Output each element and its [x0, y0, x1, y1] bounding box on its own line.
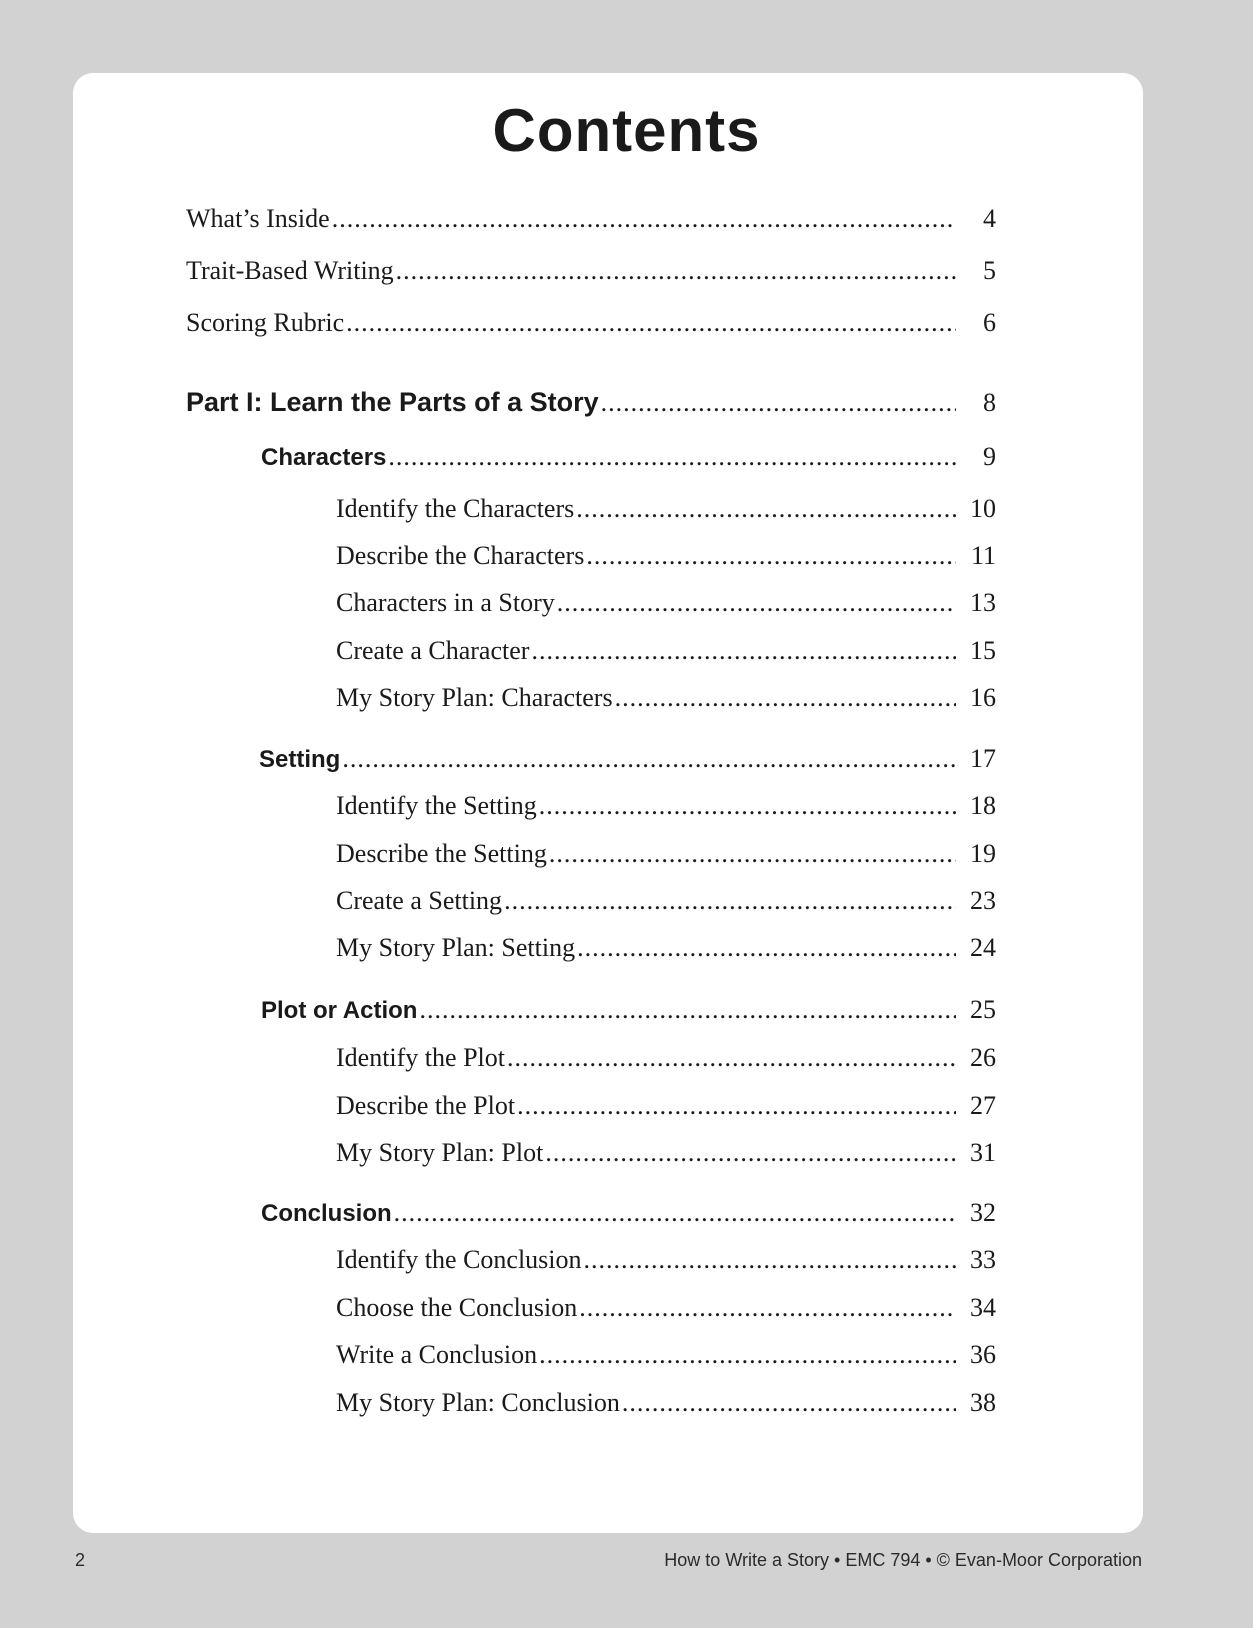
footer-credit: How to Write a Story • EMC 794 • © Evan-Moor Corporation: [664, 1550, 1142, 1570]
toc-item-label: My Story Plan: Plot: [336, 1138, 544, 1167]
toc-part-heading[interactable]: [186, 387, 996, 418]
dot-leader: [579, 1293, 956, 1323]
toc-item[interactable]: [336, 933, 996, 963]
toc-item[interactable]: [336, 1091, 996, 1121]
dot-leader: [342, 744, 956, 774]
dot-leader: [504, 886, 956, 916]
toc-entry-page: 25: [970, 995, 996, 1024]
dot-leader: [332, 204, 956, 234]
toc-item-label: Describe the Characters: [336, 541, 585, 570]
toc-section-conclusion[interactable]: [261, 1198, 996, 1228]
dot-leader: [346, 308, 956, 338]
toc-part-label: Part I: Learn the Parts of a Story: [186, 387, 599, 417]
toc-item-label: Characters in a Story: [336, 588, 555, 617]
toc-item[interactable]: [336, 839, 996, 869]
toc-item[interactable]: [336, 1293, 996, 1323]
toc-entry-page: 23: [970, 886, 996, 915]
toc-item-label: Identify the Plot: [336, 1043, 505, 1072]
toc-item-label: Choose the Conclusion: [336, 1293, 578, 1322]
toc-entry-page: 38: [970, 1388, 996, 1417]
toc-item-label: Create a Character: [336, 636, 530, 665]
dot-leader: [545, 1138, 956, 1168]
toc-item-label: Describe the Plot: [336, 1091, 516, 1120]
toc-section-characters[interactable]: [261, 442, 996, 472]
dot-leader: [586, 541, 956, 571]
toc-section-label: Characters: [261, 444, 387, 471]
toc-section-label: Setting: [259, 746, 341, 773]
toc-item[interactable]: [336, 636, 996, 666]
toc-entry-whats-inside[interactable]: [186, 204, 996, 234]
toc-section-label: Conclusion: [261, 1200, 392, 1227]
toc-item[interactable]: [336, 494, 996, 524]
toc-entry-page: 17: [970, 744, 996, 773]
dot-leader: [577, 933, 956, 963]
toc-item-label: My Story Plan: Setting: [336, 933, 576, 962]
dot-leader: [388, 442, 956, 472]
toc-entry-page: 16: [970, 683, 996, 712]
toc-entry-page: 31: [970, 1138, 996, 1167]
toc-entry-page: 9: [983, 442, 996, 471]
toc-item[interactable]: [336, 886, 996, 916]
dot-leader: [615, 683, 956, 713]
footer-page-number: 2: [75, 1550, 86, 1570]
toc-entry-scoring-rubric[interactable]: [186, 308, 996, 338]
dot-leader: [576, 494, 956, 524]
toc-item-label: My Story Plan: Characters: [336, 683, 613, 712]
toc-item[interactable]: [336, 1138, 996, 1168]
toc-item[interactable]: [336, 1245, 996, 1275]
dot-leader: [517, 1091, 956, 1121]
dot-leader: [557, 588, 956, 618]
dot-leader: [584, 1245, 956, 1275]
toc-item-label: My Story Plan: Conclusion: [336, 1388, 620, 1417]
toc-entry-page: 18: [970, 791, 996, 820]
toc-item-label: Write a Conclusion: [336, 1340, 538, 1369]
toc-entry-page: 6: [983, 308, 996, 337]
toc-entry-page: 26: [970, 1043, 996, 1072]
toc-entry-page: 10: [970, 494, 996, 523]
toc-item[interactable]: [336, 1043, 996, 1073]
toc-item[interactable]: [336, 541, 996, 571]
toc-item-label: Create a Setting: [336, 886, 503, 915]
toc-item-label: Describe the Setting: [336, 839, 547, 868]
toc-entry-page: 19: [970, 839, 996, 868]
toc-item[interactable]: [336, 1388, 996, 1418]
dot-leader: [539, 791, 956, 821]
dot-leader: [539, 1340, 956, 1370]
toc-entry-page: 27: [970, 1091, 996, 1120]
dot-leader: [394, 1198, 956, 1228]
toc-item-label: Identify the Characters: [336, 494, 575, 523]
toc-entry-label: What’s Inside: [186, 204, 330, 233]
toc-entry-page: 5: [983, 256, 996, 285]
toc-section-setting[interactable]: [259, 744, 996, 774]
toc-item-label: Identify the Setting: [336, 791, 537, 820]
toc-entry-label: Trait-Based Writing: [186, 256, 394, 285]
toc-entry-page: 32: [970, 1198, 996, 1227]
toc-entry-page: 13: [970, 588, 996, 617]
toc-item[interactable]: [336, 791, 996, 821]
toc-item[interactable]: [336, 1340, 996, 1370]
toc-entry-page: 33: [970, 1245, 996, 1274]
toc-entry-page: 34: [970, 1293, 996, 1322]
dot-leader: [396, 256, 956, 286]
toc-entry-page: 15: [970, 636, 996, 665]
toc-entry-page: 4: [983, 204, 996, 233]
dot-leader: [622, 1388, 956, 1418]
toc-entry-page: 24: [970, 933, 996, 962]
toc-entry-page: 11: [970, 541, 996, 570]
toc-item[interactable]: [336, 683, 996, 713]
dot-leader: [601, 388, 956, 418]
page-title: Contents: [492, 97, 761, 164]
dot-leader: [549, 839, 956, 869]
toc-entry-trait-based-writing[interactable]: [186, 256, 996, 286]
toc-entry-page: 8: [983, 388, 996, 417]
toc-section-plot-or-action[interactable]: [261, 995, 996, 1025]
toc-item-label: Identify the Conclusion: [336, 1245, 582, 1274]
toc-section-label: Plot or Action: [261, 997, 418, 1024]
toc-entry-label: Scoring Rubric: [186, 308, 345, 337]
dot-leader: [507, 1043, 956, 1073]
toc-item[interactable]: [336, 588, 996, 618]
toc-entry-page: 36: [970, 1340, 996, 1369]
dot-leader: [419, 995, 956, 1025]
dot-leader: [531, 636, 956, 666]
